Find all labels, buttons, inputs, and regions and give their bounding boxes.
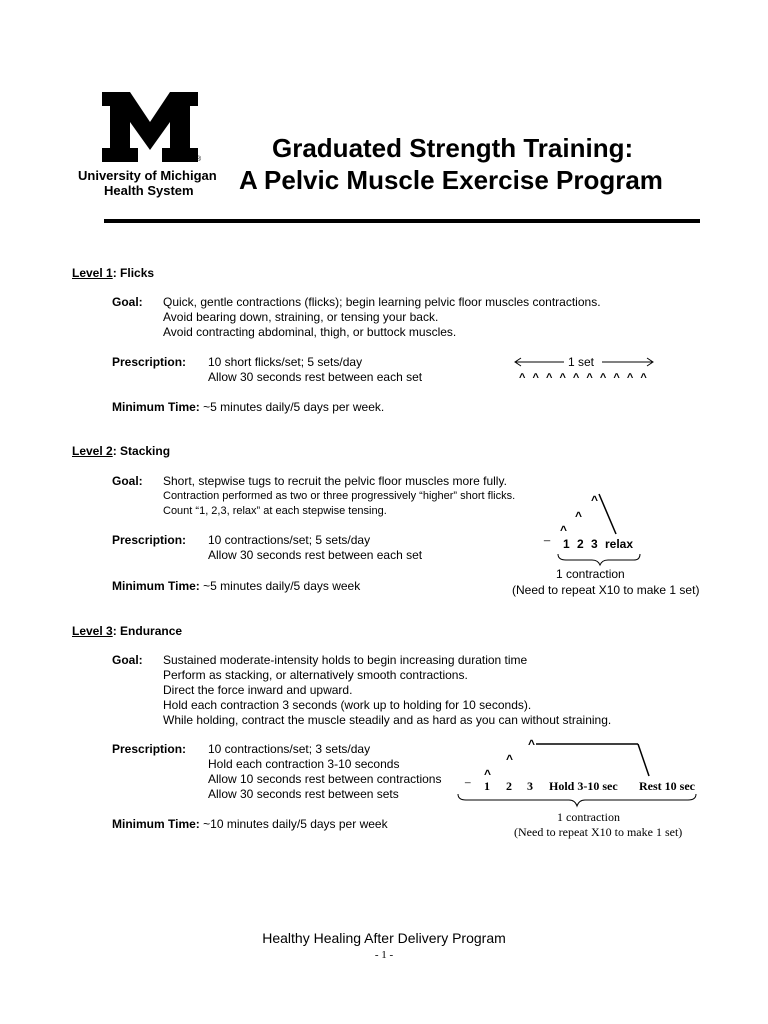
level-2-count-2: 2 [577,537,584,551]
level-2-prescription-line: 10 contractions/set; 5 sets/day [208,533,371,547]
level-2-count-1: 1 [563,537,570,551]
level-3-goal-line: Perform as stacking, or alternatively smooth contractions. [163,668,468,682]
level-1-prescription-line: Allow 30 seconds rest between each set [208,370,423,384]
svg-text:^: ^ [591,493,599,507]
svg-text:^: ^ [484,767,492,781]
level-2-goal-line: Count “1, 2,3, relax” at each stepwise tensing. [163,505,387,517]
level-3-count-1: 1 [484,779,490,793]
level-3-caption-2: (Need to repeat X10 to make 1 set) [514,825,683,839]
svg-text:^: ^ [575,509,583,523]
level-1-prescription-line: 10 short flicks/set; 5 sets/day [208,355,363,369]
title-line-2: A Pelvic Muscle Exercise Program [239,165,663,195]
svg-text:^: ^ [506,752,514,766]
level-3-count-3: 3 [527,779,533,793]
level-1-goal-line: Quick, gentle contractions (flicks); begin learning pelvic floor muscles contractions. [163,295,601,309]
level-3-goal-label: Goal: [112,653,143,667]
logo-text-line-2: Health System [104,183,194,198]
level-2-caption-1: 1 contraction [556,567,625,581]
level-2-goal-label: Goal: [112,474,143,488]
level-3-rest-label: Rest 10 sec [639,779,695,793]
level-2-heading: Level 2: Stacking [72,444,171,458]
level-3-goal-line: Sustained moderate-intensity holds to begin increasing duration time [163,653,528,667]
level-1-goal-line: Avoid bearing down, straining, or tensing your back. [163,310,439,324]
level-3-hold-label: Hold 3-10 sec [549,779,618,793]
level-1-flick-carets: ^ ^ ^ ^ ^ ^ ^ ^ ^ ^ [519,372,649,384]
title-line-1: Graduated Strength Training: [272,133,634,163]
level-3-min-time: Minimum Time: ~10 minutes daily/5 days per week [112,817,388,831]
level-3-prescription-line: Allow 10 seconds rest between contractions [208,772,442,786]
level-3-goal-line: Hold each contraction 3 seconds (work up to holding for 10 seconds). [163,698,532,712]
level-1-goal-label: Goal: [112,295,143,309]
level-3-prescription-line: 10 contractions/set; 3 sets/day [208,742,371,756]
level-2-count-3: 3 [591,537,598,551]
level-2-min-time: Minimum Time: ~5 minutes daily/5 days week [112,579,361,593]
svg-text:_: _ [544,530,551,542]
svg-text:^: ^ [560,523,568,537]
university-block-m-logo [100,92,200,162]
level-2-goal-line: Short, stepwise tugs to recruit the pelvic floor muscles more fully. [163,474,507,488]
level-3-prescription-line: Hold each contraction 3-10 seconds [208,757,400,771]
level-3-prescription-line: Allow 30 seconds rest between sets [208,787,399,801]
level-1-heading: Level 1: Flicks [72,266,155,280]
level-3-prescription-label: Prescription: [112,742,187,756]
level-3-goal-line: Direct the force inward and upward. [163,683,353,697]
footer-program-name: Healthy Healing After Delivery Program [262,930,506,946]
level-2-goal-line: Contraction performed as two or three progressively “higher” short flicks. [163,490,516,502]
level-1-prescription-label: Prescription: [112,355,187,369]
svg-text:_: _ [465,773,471,784]
level-3-goal-line: While holding, contract the muscle steadily and as hard as you can without straining. [163,713,612,727]
level-3-heading: Level 3: Endurance [72,624,183,638]
level-1-set-label: 1 set [568,355,595,369]
level-1-min-time: Minimum Time: ~5 minutes daily/5 days per week. [112,400,385,414]
level-3-endurance-diagram [455,734,705,814]
logo-text-line-1: University of Michigan [78,168,217,183]
level-3-count-2: 2 [506,779,512,793]
level-2-count-relax: relax [605,537,634,551]
level-2-prescription-line: Allow 30 seconds rest between each set [208,548,423,562]
level-1-goal-line: Avoid contracting abdominal, thigh, or buttock muscles. [163,325,457,339]
page-number: - 1 - [374,949,394,961]
level-3-caption-1: 1 contraction [557,810,620,824]
level-2-prescription-label: Prescription: [112,533,187,547]
level-2-caption-2: (Need to repeat X10 to make 1 set) [512,583,700,597]
header-rule [104,219,700,223]
svg-text:^: ^ [528,737,536,751]
registered-mark: ® [196,156,202,163]
